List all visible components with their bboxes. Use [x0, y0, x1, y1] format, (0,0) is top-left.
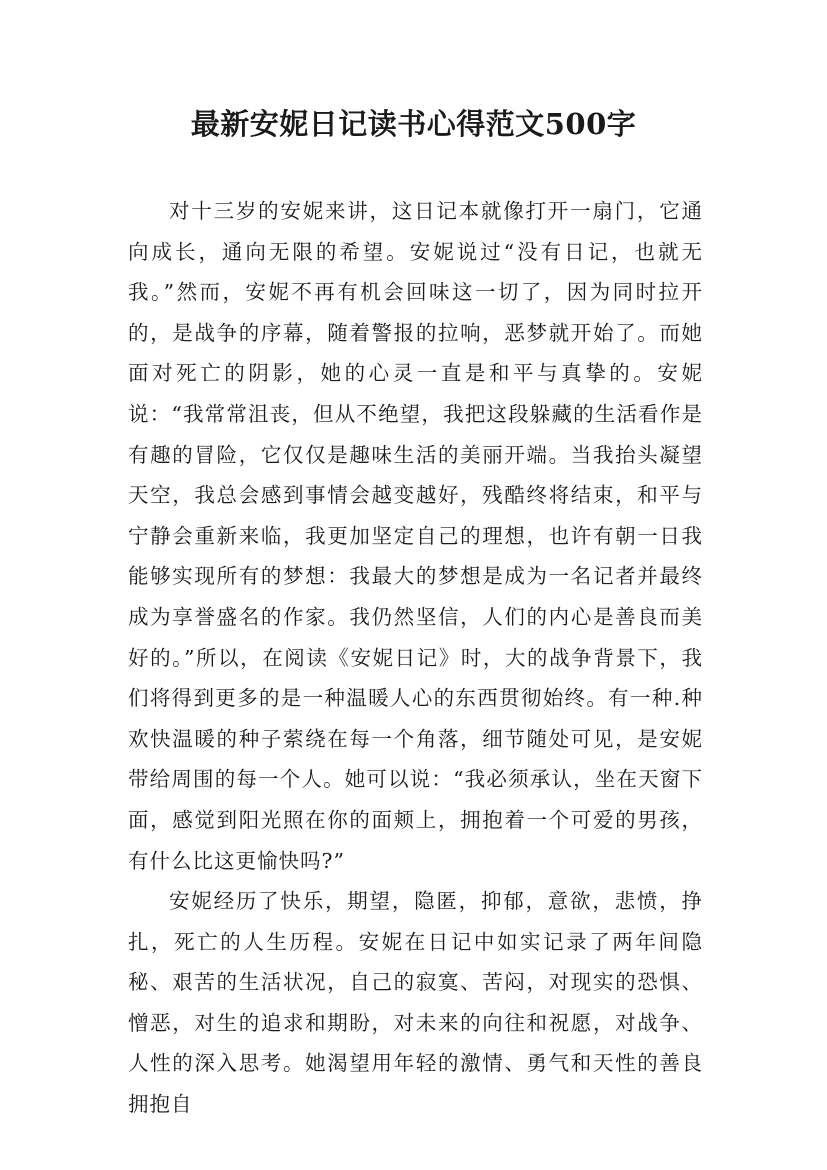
document-body	[128, 191, 703, 1125]
document-title: 最新安妮日记读书心得范文500字	[190, 107, 637, 141]
paragraph-1: 对十三岁的安妮来讲，这日记本就像打开一扇门，它通向成长，通向无限的希望。安妮说过“没有日记，也就无我。”然而，安妮不再有机会回味这一切了，因为同时拉开的，是战争的序幕，随着警报的拉响，恶梦就开始了。而她面对死亡的阴影，她的心灵一直是和平与真挚的。安妮说：“我常常沮丧，但从不绝望，我把这段躲藏的生活看作是有趣的冒险，它仅仅是趣味生活的美丽开端。当我抬头凝望天空，我总会感到事情会越变越好，残酷终将结束，和平与宁静会重新来临，我更加坚定自己的理想，也许有朝一日我能够实现所有的梦想：我最大的梦想是成为一名记者并最终成为享誉盛名的作家。我仍然坚信，人们的内心是善良而美好的。”所以，在阅读《安妮日记》时，大的战争背景下，我们将得到更多的是一种温暖人心的东西贯彻始终。有一种.种欢快温暖的种子萦绕在每一个角落，细节随处可见，是安妮带给周围的每一个人。她可以说：“我必须承认，坐在天窗下面，感觉到阳光照在你的面颊上，拥抱着一个可爱的男孩，有什么比这更愉快吗?”	[128, 199, 703, 873]
paragraph-2: 安妮经历了快乐，期望，隐匿，抑郁，意欲，悲愤，挣扎，死亡的人生历程。安妮在日记中如实记录了两年间隐秘、艰苦的生活状况，自己的寂寞、苦闷，对现实的恐惧、憎恶，对生的追求和期盼，对未来的向往和祝愿，对战争、人性的深入思考。她渴望用年轻的激情、勇气和天性的善良拥抱自	[128, 889, 703, 1117]
